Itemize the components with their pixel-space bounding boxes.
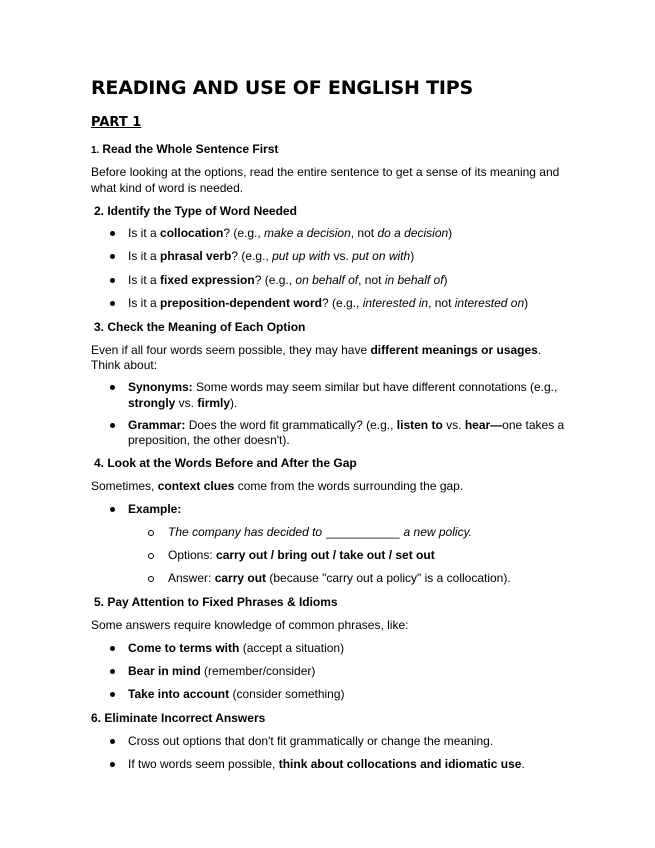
- section-1-text-line-2: what kind of word is needed.: [91, 181, 244, 195]
- bullet-icon: [110, 278, 115, 283]
- section-2-heading: 2. Identify the Type of Word Needed: [94, 204, 297, 218]
- example-sentence: The company has decided to ___________ a new policy.: [168, 525, 473, 539]
- list-item-two-words: If two words seem possible, think about collocations and idiomatic use.: [128, 757, 525, 771]
- section-1-number: 1.: [91, 145, 100, 156]
- list-item-fixed-expression: Is it a fixed expression? (e.g., on behalf of, not in behalf of): [128, 273, 448, 287]
- section-3-intro-line-2: Think about:: [91, 358, 158, 372]
- example-label: Example:: [128, 502, 182, 516]
- list-item-grammar-line-2: preposition, the other doesn't).: [128, 433, 290, 447]
- bullet-icon: [110, 669, 115, 674]
- example-options: Options: carry out / bring out / take out / set out: [168, 548, 435, 562]
- section-4-intro: Sometimes, context clues come from the words surrounding the gap.: [91, 479, 464, 493]
- list-item-phrase: Bear in mind (remember/consider): [128, 664, 316, 678]
- section-1-title: Read the Whole Sentence First: [102, 142, 279, 156]
- circle-bullet-icon: [148, 576, 154, 582]
- section-4-heading: 4. Look at the Words Before and After the Gap: [94, 456, 357, 470]
- page-title: READING AND USE OF ENGLISH TIPS: [91, 77, 474, 99]
- list-item-cross-out: Cross out options that don't fit grammatically or change the meaning.: [128, 734, 494, 748]
- bullet-icon: [110, 739, 115, 744]
- bullet-icon: [110, 692, 115, 697]
- section-5-intro: Some answers require knowledge of common phrases, like:: [91, 618, 409, 632]
- section-3-heading: 3. Check the Meaning of Each Option: [94, 320, 306, 334]
- section-5-heading: 5. Pay Attention to Fixed Phrases & Idioms: [94, 595, 338, 609]
- bullet-icon: [110, 254, 115, 259]
- circle-bullet-icon: [148, 553, 154, 559]
- section-6-heading: 6. Eliminate Incorrect Answers: [91, 711, 266, 725]
- list-item-phrase: Take into account (consider something): [128, 687, 345, 701]
- section-1-text-line-1: Before looking at the options, read the entire sentence to get a sense of its meaning and: [91, 165, 560, 179]
- section-1-heading: [91, 142, 278, 156]
- list-item-collocation: Is it a collocation? (e.g., make a decision, not do a decision): [128, 226, 453, 240]
- list-item-grammar-line-1: Grammar: Does the word fit grammatically? (e.g., listen to vs. hear—one takes a: [128, 418, 565, 432]
- bullet-icon: [110, 301, 115, 306]
- example-answer: Answer: carry out (because "carry out a policy" is a collocation).: [168, 571, 511, 585]
- list-item-preposition-dependent: Is it a preposition-dependent word? (e.g., interested in, not interested on): [128, 296, 529, 310]
- list-item-synonyms-line-1: Synonyms: Some words may seem similar but have different connotations (e.g.,: [128, 380, 558, 394]
- list-item-phrase: Come to terms with (accept a situation): [128, 641, 345, 655]
- list-item-synonyms-line-2: strongly vs. firmly).: [128, 396, 238, 410]
- bullet-icon: [110, 231, 115, 236]
- bullet-icon: [110, 507, 115, 512]
- list-item-phrasal-verb: Is it a phrasal verb? (e.g., put up with vs. put on with): [128, 249, 415, 263]
- bullet-icon: [110, 423, 115, 428]
- bullet-icon: [110, 385, 115, 390]
- bullet-icon: [110, 762, 115, 767]
- part-heading: PART 1: [91, 115, 142, 130]
- section-3-intro-line-1: Even if all four words seem possible, they may have different meanings or usages.: [91, 343, 542, 357]
- bullet-icon: [110, 646, 115, 651]
- circle-bullet-icon: [148, 530, 154, 536]
